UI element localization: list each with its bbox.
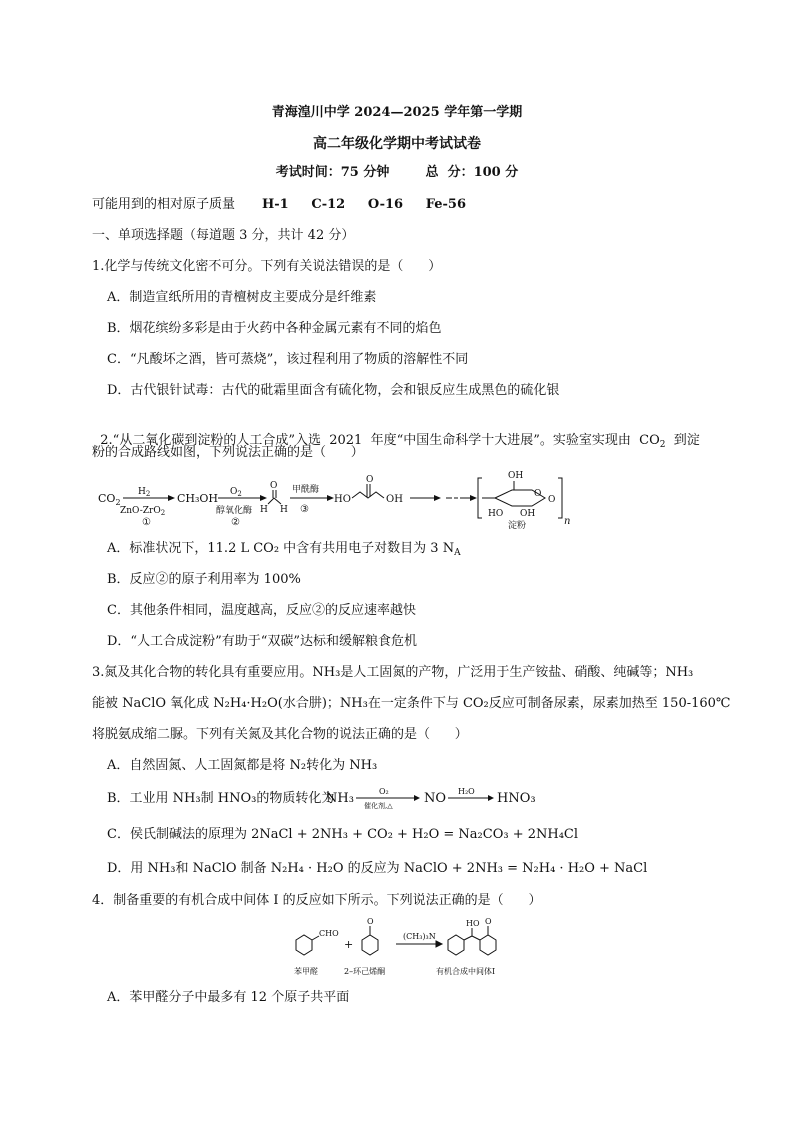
exam-title: 高二年级化学期中考试试卷 [313,136,481,152]
question-2-stem-line2: 粉的合成路线如图，下列说法正确的是（ ） [92,445,364,460]
benzaldehyde-ring [296,935,312,955]
scheme-step3: ③ [300,504,309,515]
arrow-1-head [168,495,175,501]
label-cyclohexenone: 2–环己烯酮 [344,967,386,976]
question-2-stem-text: 2.“从二氧化碳到淀粉的人工合成”入选 2021 年度“中国生命科学十大进展”。实验室实现由 CO [100,433,660,448]
h2o-label: H₂O [458,787,475,796]
nh3: NH₃ [326,791,354,806]
formaldehyde-h-left: H [260,505,268,515]
starch-link-o: O [548,495,556,505]
atomic-mass-values: H-1 C-12 O-16 Fe-56 [262,197,467,212]
starch-ho: HO [488,509,504,519]
question-2-option-d: D．“人工合成淀粉”有助于“双碳”达标和缓解粮食危机 [107,634,418,649]
question-3-stem-line3: 将脱氨成缩二脲。下列有关氮及其化合物的说法正确的是（ ） [92,727,468,742]
question-1-option-c: C．“凡酸坏之酒，皆可蒸烧”，该过程利用了物质的溶解性不同 [107,352,469,367]
o2-label: O₂ [379,787,389,796]
reagent-label: (CH₃)₃N [403,932,436,941]
starch-oh-top: OH [508,471,524,481]
question-2-option-c: C．其他条件相同，温度越高，反应②的反应速率越快 [107,603,416,618]
label-benzaldehyde: 苯甲醛 [294,967,318,976]
scheme-methanol: CH₃OH [177,492,219,505]
question-3-option-a: A．自然固氮、人工固氮都是将 N₂转化为 NH₃ [107,758,378,773]
question-2-stem-sub: 2 [659,440,666,450]
ketone-o: O [367,917,374,926]
starch-bracket-left [478,478,482,518]
arrow-2-head [260,495,267,501]
question-4-option-a: A．苯甲醛分子中最多有 12 个原子共平面 [107,990,350,1005]
scheme-cat1: ZnO-ZrO$_2$ [120,506,166,517]
starch-bracket-right [558,478,562,518]
question-3-stem-line1: 3.氮及其化合物的转化具有重要应用。NH₃是人工固氮的产物，广泛用于生产铵盐、硝酸、纯碱等；NH₃ [92,665,694,680]
scheme-cat2: 醇氧化酶 [216,506,253,516]
formaldehyde-h-right: H [280,505,288,515]
scheme-h2: $H_2$ [138,487,151,498]
product-phenyl-ring [448,935,464,955]
scheme-step1: ① [142,517,151,528]
starch-n: n [564,516,571,527]
school-term-title: 青海湟川中学 2024—2025 学年第一学期 [271,105,523,120]
question-2-option-a-sub: A [454,548,461,558]
hno3: HNO₃ [497,791,536,806]
scheme-step2: ② [231,517,240,528]
question-1-option-a: A．制造宣纸所用的青檀树皮主要成分是纤维素 [107,290,377,305]
starch-synthesis-scheme [90,468,690,530]
dha-keto-o: O [366,475,374,485]
question-3-option-d: D．用 NH₃和 NaClO 制备 N₂H₄ · H₂O 的反应为 NaClO + 2NH₃ = N₂H₄ · H₂O + NaCl [107,861,648,876]
no: NO [424,791,447,806]
aldol-reaction-scheme [286,914,526,980]
cyclohexenone-ring [362,935,378,955]
label-intermediate: 有机合成中间体I [436,967,496,976]
question-2-option-a [107,540,461,558]
product-ho: HO [466,919,480,928]
question-3-option-b-equation [322,780,542,810]
starch-ring-o: O [534,489,542,499]
question-4-stem: 4．制备重要的有机合成中间体 I 的反应如下所示。下列说法正确的是（ ） [92,893,542,908]
dha-ho: HO [334,494,351,505]
question-1-stem: 1.化学与传统文化密不可分。下列有关说法错误的是（ ） [92,259,442,274]
scheme-co2: $CO_2$ [98,492,121,507]
question-3-stem-line2: 能被 NaClO 氧化成 N₂H₄·H₂O(水合肼)；NH₃在一定条件下与 CO₂反应可制备尿素，尿素加热至 150-160℃ [92,696,731,711]
question-3-option-c: C．侯氏制碱法的原理为 2NaCl + 2NH₃ + CO₂ + H₂O = Na₂CO₃ + 2NH₄Cl [107,827,579,842]
question-1-option-b: B．烟花缤纷多彩是由于火药中各种金属元素有不同的焰色 [107,321,442,336]
product-ring [480,935,496,955]
exam-time-score: 考试时间：75 分钟 总 分：100 分 [275,165,519,180]
plus-sign: + [344,938,354,951]
formaldehyde-o: O [270,481,278,491]
question-3-option-b-text: B．工业用 NH₃制 HNO₃的物质转化为 [107,791,335,806]
question-2-stem-tail: 到淀 [665,433,700,448]
section-heading: 一、单项选择题（每道题 3 分，共计 42 分） [92,228,355,243]
dha-chain [352,492,384,498]
question-2-option-b: B．反应②的原子利用率为 100% [107,572,301,587]
atomic-mass-label: 可能用到的相对原子质量 [92,197,236,212]
scheme-cat3: 甲酰酶 [292,485,320,495]
starch-oh: OH [520,509,536,519]
dha-oh: OH [386,494,403,505]
product-o: O [485,917,492,926]
question-1-option-d: D．古代银针试毒：古代的砒霜里面含有硫化物，会和银反应生成黑色的硫化银 [107,383,560,398]
arrow-3-head [327,495,334,501]
scheme-o2: $O_2$ [230,487,242,498]
starch-label: 淀粉 [508,521,527,531]
catalyst-label: 催化剂,△ [364,802,393,810]
cho-label: CHO [319,929,339,938]
question-2-option-a-text: A．标准状况下，11.2 L CO₂ 中含有共用电子对数目为 3 N [107,541,455,556]
